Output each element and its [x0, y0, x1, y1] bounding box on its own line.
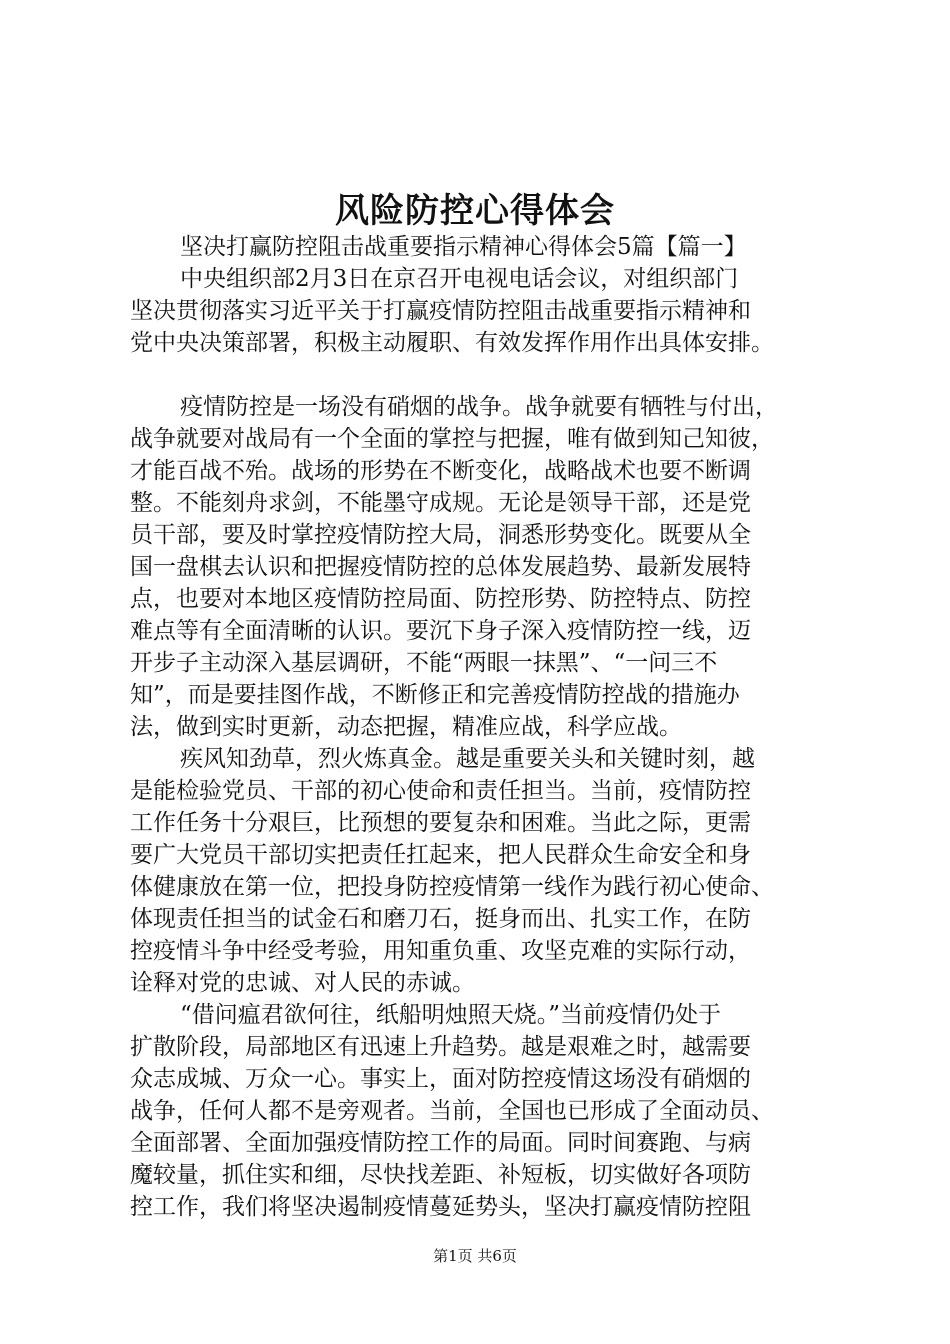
text-line-16: 疾风知劲草，烈火炼真金。越是重要关头和关键时刻，越 — [180, 746, 755, 772]
text-line-30: 控工作，我们将坚决遏制疫情蔓延势头，坚决打赢疫情防控阻 — [130, 1194, 751, 1220]
text-line-7: 才能百战不殆。战场的形势在不断变化，战略战术也要不断调 — [130, 458, 751, 484]
text-line-17: 是能检验党员、干部的初心使命和责任担当。当前，疫情防控 — [130, 778, 751, 804]
text-line-10: 国一盘棋去认识和把握疫情防控的总体发展趋势、最新发展特 — [130, 554, 751, 580]
text-line-9: 员干部，要及时掌控疫情防控大局，洞悉形势变化。既要从全 — [130, 522, 751, 548]
text-line-14: 知”，而是要挂图作战，不断修正和完善疫情防控战的措施办 — [130, 682, 740, 708]
document-title: 风险防控心得体会 — [335, 191, 615, 231]
text-line-11: 点，也要对本地区疫情防控局面、防控形势、防控特点、防控 — [130, 586, 751, 612]
text-line-15: 法，做到实时更新，动态把握，精准应战，科学应战。 — [130, 714, 682, 740]
text-line-26: 众志成城、万众一心。事实上，面对防控疫情这场没有硝烟的 — [130, 1066, 751, 1092]
text-line-22: 控疫情斗争中经受考验，用知重负重、攻坚克难的实际行动， — [130, 938, 751, 964]
text-line-19: 要广大党员干部切实把责任扛起来，把人民群众生命安全和身 — [130, 842, 751, 868]
text-line-20: 体健康放在第一位，把投身防控疫情第一线作为践行初心使命、 — [130, 874, 774, 900]
text-line-27: 战争，任何人都不是旁观者。当前，全国也已形成了全面动员、 — [130, 1098, 774, 1124]
text-line-6: 战争就要对战局有一个全面的掌控与把握，唯有做到知己知彼， — [130, 426, 774, 452]
text-line-8: 整。不能刻舟求剑，不能墨守成规。无论是领导干部，还是党 — [130, 490, 751, 516]
text-line-21: 体现责任担当的试金石和磨刀石，挺身而出、扎实工作，在防 — [130, 906, 751, 932]
page-footer: 第1页 共6页 — [433, 1247, 517, 1265]
text-line-25: 扩散阶段，局部地区有迅速上升趋势。越是艰难之时，越需要 — [130, 1034, 751, 1060]
text-line-23: 诠释对党的忠诚、对人民的赤诚。 — [130, 970, 475, 996]
text-line-4: 党中央决策部署，积极主动履职、有效发挥作用作出具体安排。 — [130, 330, 774, 356]
text-line-5: 疫情防控是一场没有硝烟的战争。战争就要有牺牲与付出， — [180, 394, 778, 420]
text-line-18: 工作任务十分艰巨，比预想的要复杂和困难。当此之际，更需 — [130, 810, 751, 836]
text-line-28: 全面部署、全面加强疫情防控工作的局面。同时间赛跑、与病 — [130, 1130, 751, 1156]
text-line-3: 坚决贯彻落实习近平关于打赢疫情防控阻击战重要指示精神和 — [130, 298, 751, 324]
text-line-12: 难点等有全面清晰的认识。要沉下身子深入疫情防控一线，迈 — [130, 618, 751, 644]
text-line-1: 坚决打赢防控阻击战重要指示精神心得体会5篇【篇一】 — [180, 234, 747, 260]
text-line-29: 魔较量，抓住实和细，尽快找差距、补短板，切实做好各项防 — [130, 1162, 751, 1188]
text-line-24: “借问瘟君欲何往，纸船明烛照天烧。”当前疫情仍处于 — [180, 1002, 722, 1028]
text-line-2: 中央组织部2月3日在京召开电视电话会议，对组织部门 — [180, 266, 739, 292]
text-line-13: 开步子主动深入基层调研，不能“两眼一抹黑”、“一问三不 — [130, 650, 718, 676]
